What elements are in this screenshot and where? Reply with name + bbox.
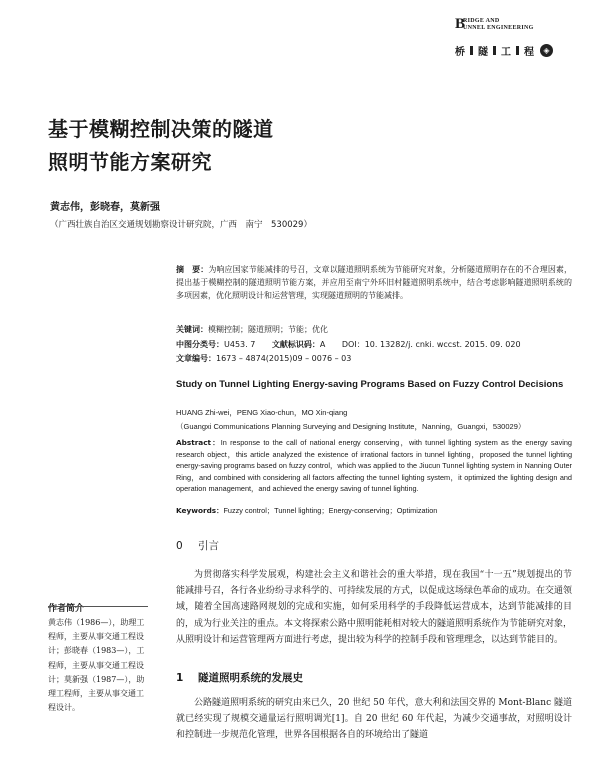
english-keywords-text: Fuzzy control；Tunnel lighting；Energy-conserving；Optimization [223,506,438,515]
journal-logo-separator [493,46,496,55]
english-keywords [176,506,572,516]
doi-label: DOI： [341,340,365,349]
english-abstract-label: Abstract： [176,438,221,447]
abstract-chinese [176,263,572,303]
journal-logo-english [455,18,575,32]
body-paragraph: 为贯彻落实科学发展观，构建社会主义和谐社会的重大举措，现在我国“十一五”规划提出的节能减排号召，各行各业纷纷寻求科学的、可持续发展的方式，以促成这场绿色革命的成功。在交通领域，随着全国高速路网规划的完成和实施，如何采用科学的手段降低运营成本，达到节能减排的目的，成为行业关注的重点。本文将探索公路中照明能耗相对较大的隧道照明系统作为节能研究对象，从照明设计和运营管理两方面进行考虑，提出较为科学的控制手段和管理理念，以达到节能目的。 [176,570,573,645]
journal-logo-char: 隧 [478,47,488,58]
english-authors: HUANG Zhi-wei，PENG Xiao-chun，MO Xin-qiang [176,408,348,417]
keywords-label: 关键词： [176,325,208,334]
journal-logo-separator [470,46,473,55]
section-heading-history [176,670,303,685]
clc-value: U453. 7 [224,340,256,349]
keywords-chinese [176,323,572,336]
english-abstract-text: In response to the call of national energy conserving，with tunnel lighting system as the energy saving research object，this article analyzed the existence of irrational factors in tunnel lighting，proposed the tunnel lighting energy-saving programs based on fuzzy control，which was applied to the Jiucun Tunnel lighting system in Nanning Outer Ring，and combined with considering all factors affecting the tunnel lighting system，it optimized the lighting design and operation management，and achieved the energy saving of tunnel lighting. [176,438,572,494]
classification-line [176,338,572,351]
journal-logo-char: 桥 [455,47,465,58]
journal-logo-english-text: RIDGE AND UNNEL ENGINEERING [463,18,534,31]
journal-logo [455,18,575,58]
authors: 黄志伟，彭晓春，莫新强 [50,202,160,213]
abstract-label: 摘 要： [176,265,209,274]
divider [48,606,148,607]
journal-logo-initial: B [455,16,466,32]
doc-code-label: 文献标识码： [271,340,320,349]
doc-code-value: A [319,340,326,349]
journal-emblem-icon: ◈ [540,44,553,57]
affiliation: （广西壮族自治区交通规划勘察设计研究院，广西 南宁 530029） [50,220,312,230]
journal-logo-char: 程 [524,47,534,58]
english-affiliation: （Guangxi Communications Planning Surveying and Designing Institute，Nanning，Guangxi，530029） [176,422,526,431]
author-bio-title: 作者简介 [48,604,85,614]
abstract-text: 为响应国家节能减排的号召，文章以隧道照明系统为节能研究对象，分析隧道照明存在的不合理因素，提出基于模糊控制的隧道照明节能方案，并应用至南宁外环旧村隧道照明系统中，结合考虑影响隧道照明系统的多项因素，优化照明设计和运营管理，实现隧道照明的节能减排。 [176,265,573,301]
body-paragraph: 公路隧道照明系统的研究由来已久，20 世纪 50 年代，意大利和法国交界的 Mont-Blanc 隧道就已经实现了规模交通量运行照明调光[1]。自 20 世纪 60 年代起，为减少交通事故，对照明设计和控制进一步规范化管理，世界各国根据各自的环境给出了隧道 [176,698,572,741]
english-title: Study on Tunnel Lighting Energy-saving Programs Based on Fuzzy Control Decisions [176,379,564,390]
paper-title-line-1: 基于模糊控制决策的隧道 [48,117,274,141]
section-title: 引言 [198,540,219,552]
journal-logo-separator [516,46,519,55]
english-abstract [176,437,572,495]
english-keywords-label: Keywords： [176,506,224,515]
paper-title-line-2: 照明节能方案研究 [48,150,212,174]
section-title: 隧道照明系统的发展史 [198,672,303,684]
section-heading-introduction [176,538,219,553]
author-bio-text: 黄志伟（1986—），助理工程师，主要从事交通工程设计；彭晓春（1983—），工程师，主要从事交通工程设计；莫新强（1987—），助理工程师，主要从事交通工程设计。 [48,618,145,713]
clc-label: 中图分类号： [176,340,224,349]
article-number-label: 文章编号： [176,354,216,363]
section-number: 0 [176,540,183,552]
journal-logo-char: 工 [501,47,511,58]
article-number-value: 1673 – 4874(2015)09 – 0076 – 03 [216,354,352,363]
doi-value: 10. 13282/j. cnki. wccst. 2015. 09. 020 [364,340,521,349]
keywords-text: 模糊控制；隧道照明；节能；优化 [208,325,328,334]
section-number: 1 [176,672,184,684]
article-number-line [176,352,572,365]
journal-logo-chinese [455,43,575,58]
